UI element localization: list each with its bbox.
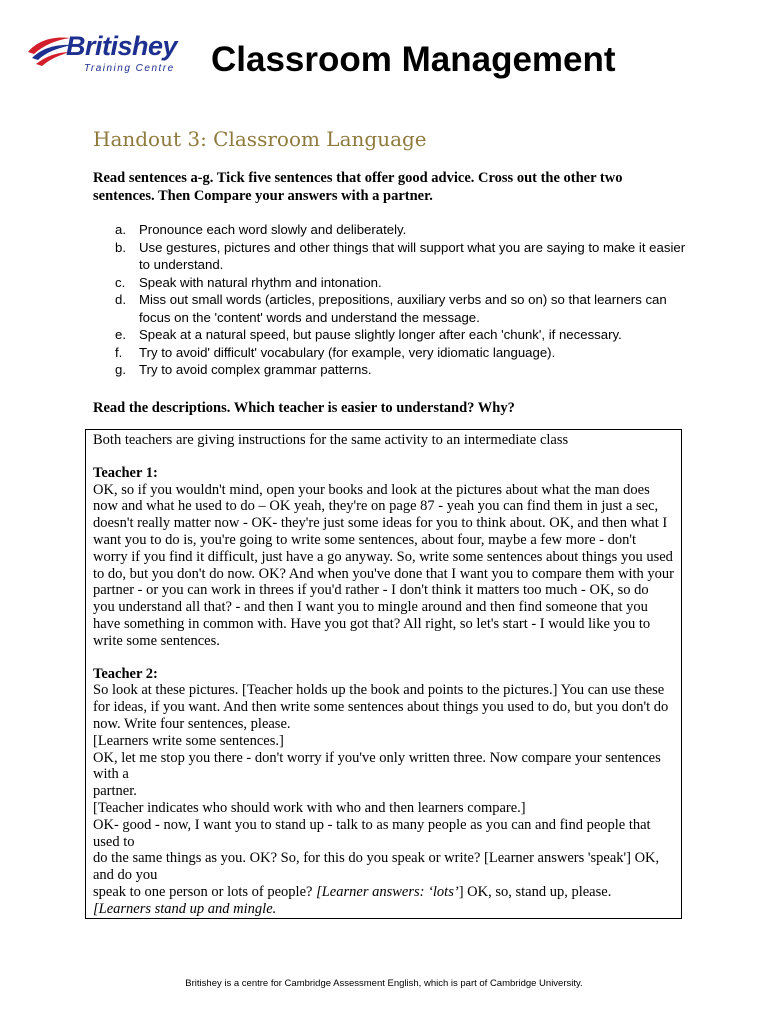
item-letter: e. <box>115 327 126 342</box>
logo-name: Britishey <box>66 31 178 61</box>
list-item <box>115 239 695 274</box>
item-letter: d. <box>115 292 126 307</box>
page-footer: Britishey is a centre for Cambridge Assessment English, which is part of Cambridge University. <box>185 978 583 989</box>
item-letter: c. <box>115 274 126 290</box>
teacher1-text: OK, so if you wouldn't mind, open your books and look at the pictures about what the man does now and what he used to do – OK yeah, they're on page 87 - yeah you can find them in just a sec, doesn't really matter now - OK- they're just some ideas for you to think about. OK, and then what I want you to do is, you're going to write some sentences, about four, maybe a few more - don't worry if you find it difficult, just have a go anyway. So, write some sentences about things you used to do, but you don't do now. OK? And when you've done that I want you to compare them with your partner - or you can work in threes if you'd rather - I don't think it matters too much - OK, so do you understand all that? - and then I want you to mingle around and then find someone that you have something in common with. Have you got that? All right, so let's start - I would like you to write some sentences. <box>93 481 674 649</box>
teacher2-line: [Teacher indicates who should work with who and then learners compare.] <box>93 799 526 816</box>
teacher2-line: OK, let me stop you there - don't worry if you've only written three. Now compare your sentences with a <box>93 749 661 783</box>
britishey-logo <box>26 30 186 82</box>
list-item <box>115 344 695 362</box>
logo-subtitle: Training Centre <box>84 63 175 74</box>
teacher2-final-line: [Learners stand up and mingle. <box>93 900 277 917</box>
item-text: Use gestures, pictures and other things that will support what you are saying to make it easier to understand. <box>139 239 686 272</box>
question-text: Read the descriptions. Which teacher is easier to understand? Why? <box>93 400 515 416</box>
teacher2-last-italic: [Learner answers: ‘lots’ <box>316 883 459 900</box>
teacher2-line: [Learners write some sentences.] <box>93 732 284 749</box>
item-text: Try to avoid complex grammar patterns. <box>139 362 372 377</box>
item-text: Miss out small words (articles, prepositions, auxiliary verbs and so on) so that learners can focus on the 'content' words and understand the message. <box>139 292 667 325</box>
item-letter: g. <box>115 362 126 377</box>
handout-title: Handout 3: Classroom Language <box>93 127 427 151</box>
box-intro: Both teachers are giving instructions for the same activity to an intermediate class <box>93 432 569 448</box>
item-text: Pronounce each word slowly and deliberately. <box>139 222 407 237</box>
teacher1-heading: Teacher 1: <box>93 464 158 481</box>
item-letter: a. <box>115 222 126 237</box>
list-item <box>115 291 695 326</box>
teacher2-last-line <box>93 884 674 901</box>
item-text: Speak with natural rhythm and intonation. <box>139 274 382 290</box>
list-item <box>115 274 695 292</box>
teacher2-last-start: speak to one person or lots of people? <box>93 883 317 900</box>
teacher2-last-end: ] OK, so, stand up, please. <box>458 883 612 900</box>
teacher2-line: OK- good - now, I want you to stand up - talk to as many people as you can and find people that used to <box>93 816 651 850</box>
teacher-descriptions-box <box>85 429 682 919</box>
advice-list <box>115 221 695 379</box>
list-item <box>115 361 695 379</box>
list-item <box>115 221 695 239</box>
item-text: Try to avoid' difficult' vocabulary (for example, very idiomatic language). <box>139 344 556 360</box>
teacher2-line: do the same things as you. OK? So, for this do you speak or write? [Learner answers 'speak'] OK, and do you <box>93 850 660 884</box>
instruction-text: Read sentences a-g. Tick five sentences that offer good advice. Cross out the other two sentences. Then Compare your answers with a partner. <box>93 170 623 204</box>
teacher2-line: So look at these pictures. [Teacher holds up the book and points to the pictures.] You can use these for ideas, if you want. And then write some sentences about things you used to do, but you don't do now. Write four sentences, please. <box>93 682 669 732</box>
item-letter: b. <box>115 239 126 255</box>
teacher2-heading: Teacher 2: <box>93 665 158 682</box>
page-header <box>0 0 768 110</box>
list-item <box>115 326 695 344</box>
teacher2-line: partner. <box>93 783 137 800</box>
page-title: Classroom Management <box>211 40 616 79</box>
item-letter: f. <box>115 344 123 360</box>
item-text: Speak at a natural speed, but pause slightly longer after each 'chunk', if necessary. <box>139 327 622 342</box>
